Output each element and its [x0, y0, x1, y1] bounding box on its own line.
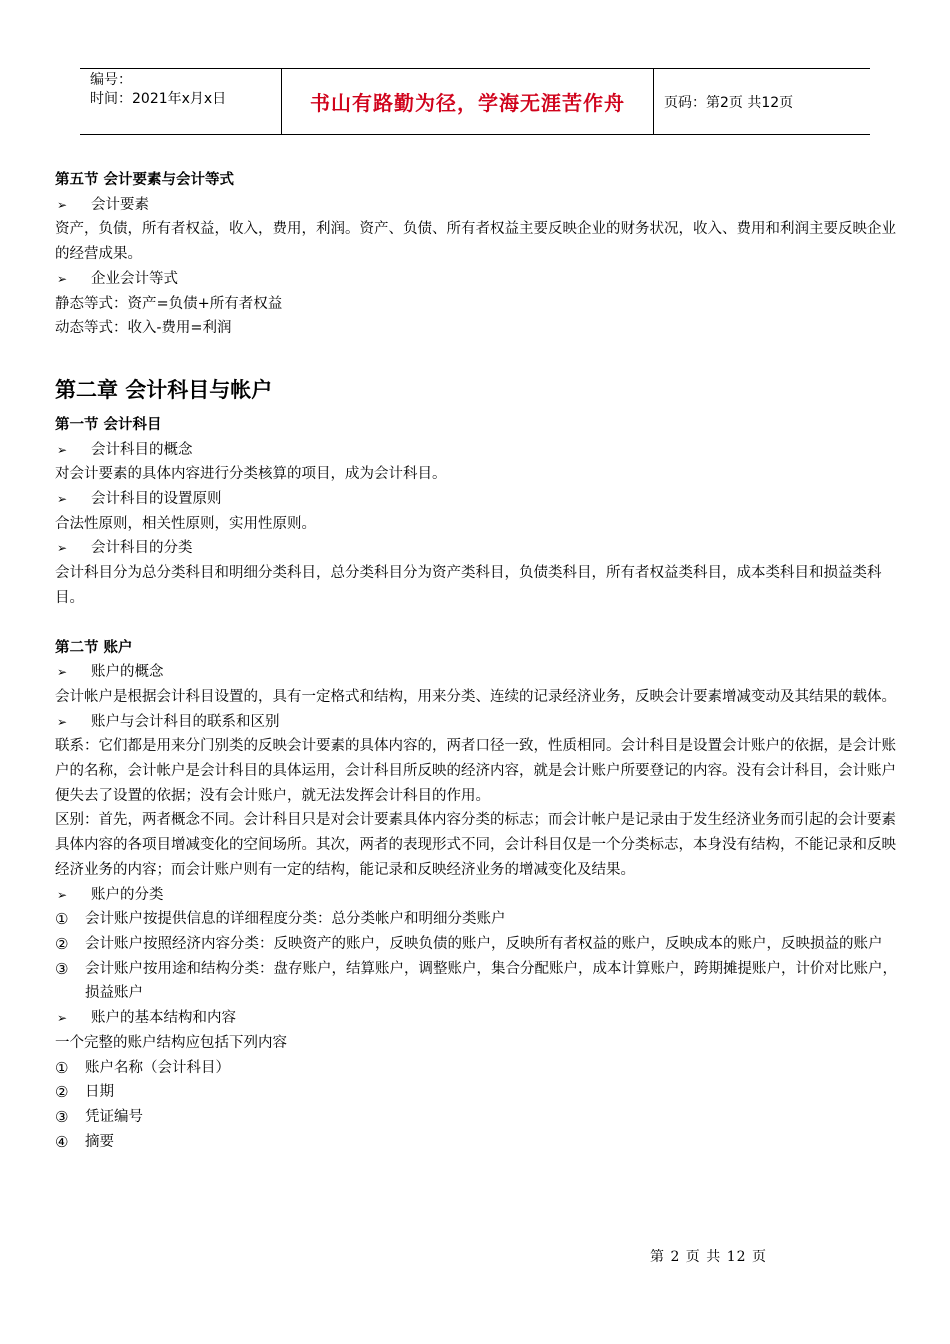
numbered-item: ③ 会计账户按用途和结构分类：盘存账户，结算账户，调整账户，集合分配账户，成本计算账户，跨期摊提账户，计价对比账户，损益账户 [55, 959, 897, 1002]
number-label: 编号： [90, 72, 132, 88]
bullet-item: ➢ 会计科目的概念 [55, 438, 905, 463]
header-meta [80, 69, 282, 134]
bullet-item: ➢ 账户的概念 [55, 660, 905, 685]
bullet-arrow-icon: ➢ [57, 197, 68, 212]
bullet-item: ➢ 账户的分类 [55, 883, 905, 908]
numbered-item: ② 会计账户按照经济内容分类：反映资产的账户，反映负债的账户，反映所有者权益的账户，反映成本的账户，反映损益的账户 [55, 934, 883, 953]
header-motto: 书山有路勤为径，学海无涯苦作舟 [310, 91, 625, 115]
numbered-item: ④ 摘要 [55, 1132, 114, 1151]
bullet-arrow-icon: ➢ [57, 271, 68, 286]
bullet-arrow-icon: ➢ [57, 1011, 68, 1026]
bullet-arrow-icon: ➢ [57, 492, 68, 507]
bullet-arrow-icon: ➢ [57, 665, 68, 680]
paragraph: 区别：首先，两者概念不同。会计科目只是对会计要素具体内容分类的标志；而会计帐户是记录由于发生经济业务而引起的会计要素具体内容的各项目增减变化的空间场所。其次，两者的表现形式不同，会计科目仅是一个分类标志，本身没有结构，不能记录和反映经济业务的内容；而会计账户则有一定的结构，能记录和反映经济业务的增减变化及结果。 [55, 812, 896, 878]
header-motto-cell [282, 69, 654, 134]
bullet-item: ➢ 会计科目的设置原则 [55, 487, 905, 512]
paragraph: 会计帐户是根据会计科目设置的，具有一定格式和结构，用来分类、连续的记录经济业务，反映会计要素增减变动及其结果的载体。 [55, 688, 896, 705]
page-footer: 第 2 页 共 12 页 [650, 1249, 767, 1265]
time-label: 时间：2021年x月x日 [90, 91, 227, 107]
paragraph: 资产，负债，所有者权益，收入，费用，利润。资产、负债、所有者权益主要反映企业的财务状况，收入、费用和利润主要反映企业的经营成果。 [55, 221, 896, 263]
bullet-item: ➢ 企业会计等式 [55, 267, 905, 292]
section-title: 第二节 账户 [55, 639, 133, 656]
paragraph: 联系：它们都是用来分门别类的反映会计要素的具体内容的，两者口径一致，性质相同。会计科目是设置会计账户的依据，是会计账户的名称，会计帐户是会计科目的具体运用，会计科目所反映的经济内容，就是会计账户所要登记的内容。没有会计科目，会计账户便失去了设置的依据；没有会计账户，就无法发挥会计科目的作用。 [55, 738, 896, 804]
bullet-arrow-icon: ➢ [57, 541, 68, 556]
chapter-title: 第二章 会计科目与帐户 [55, 377, 273, 402]
bullet-item: ➢ 会计要素 [55, 193, 905, 218]
paragraph: 会计科目分为总分类科目和明细分类科目，总分类科目分为资产类科目，负债类科目，所有者权益类科目，成本类科目和损益类科目。 [55, 565, 882, 606]
paragraph: 静态等式：资产=负债+所有者权益 [55, 295, 283, 312]
bullet-arrow-icon: ➢ [57, 887, 68, 902]
numbered-item: ③ 凭证编号 [55, 1107, 143, 1126]
document-body [55, 168, 905, 1154]
header-page-label: 页码：第2页 共12页 [664, 94, 794, 111]
spacer [55, 611, 905, 636]
bullet-item: ➢ 账户的基本结构和内容 [55, 1006, 905, 1031]
bullet-arrow-icon: ➢ [57, 714, 68, 729]
bullet-item: ➢ 会计科目的分类 [55, 536, 905, 561]
numbered-item: ② 日期 [55, 1083, 114, 1102]
section-title: 第一节 会计科目 [55, 416, 162, 433]
page-header [80, 68, 870, 135]
paragraph: 对会计要素的具体内容进行分类核算的项目，成为会计科目。 [55, 466, 447, 483]
section-title: 第五节 会计要素与会计等式 [55, 172, 235, 188]
paragraph: 一个完整的账户结构应包括下列内容 [55, 1034, 287, 1051]
bullet-item: ➢ 账户与会计科目的联系和区别 [55, 710, 905, 735]
paragraph: 动态等式：收入-费用=利润 [55, 320, 232, 337]
paragraph: 合法性原则，相关性原则，实用性原则。 [55, 515, 316, 532]
numbered-item: ① 账户名称（会计科目） [55, 1058, 230, 1077]
numbered-item: ① 会计账户按提供信息的详细程度分类：总分类帐户和明细分类账户 [55, 910, 506, 929]
bullet-arrow-icon: ➢ [57, 442, 68, 457]
